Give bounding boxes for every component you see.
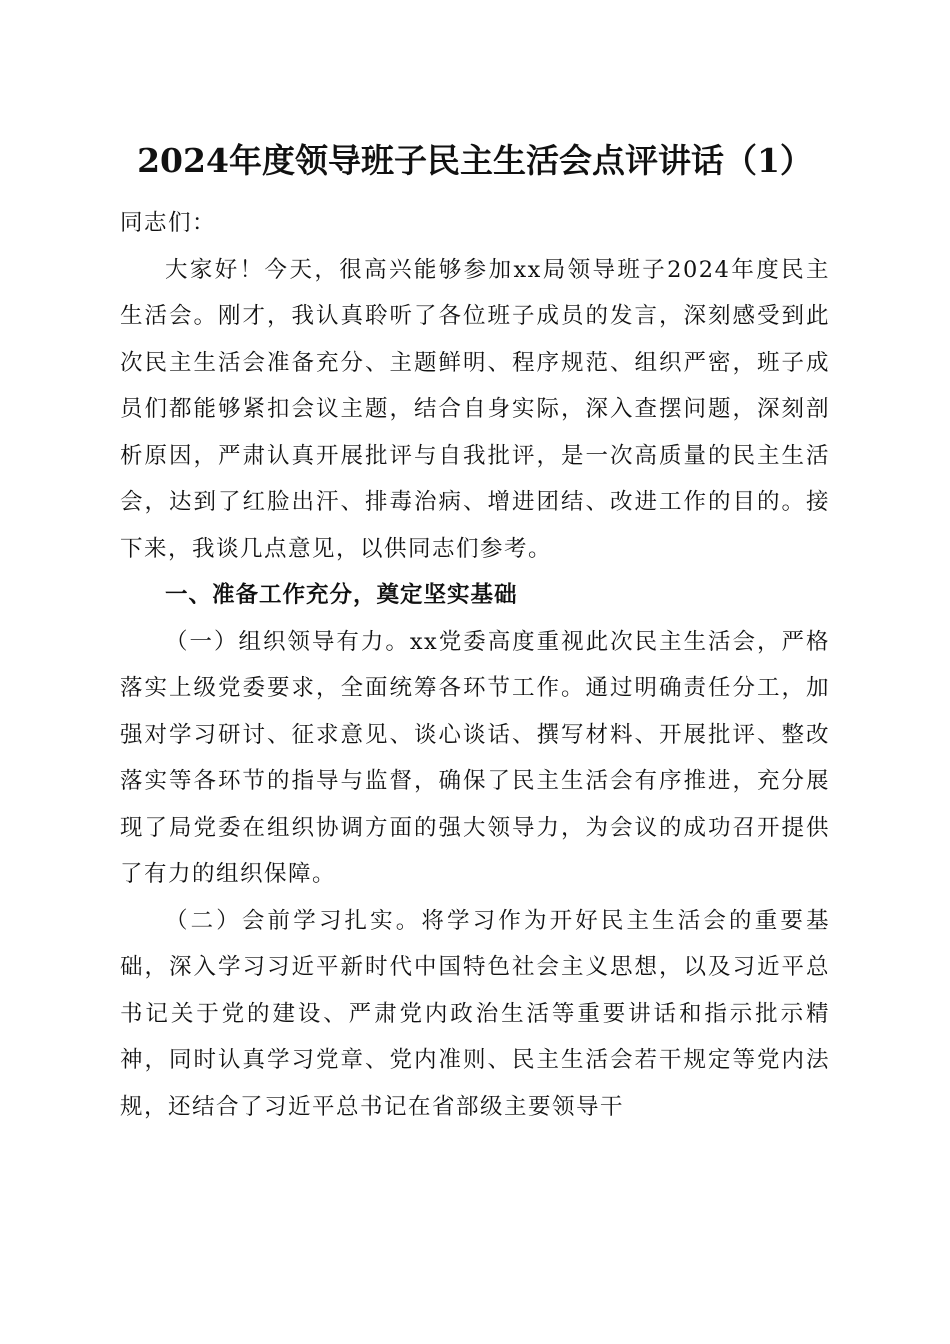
document-body (120, 200, 830, 1130)
subsection-text: 将学习作为开好民主生活会的重要基础，深入学习习近平新时代中国特色社会主义思想，以及习近平总书记关于党的建设、严肃党内政治生活等重要讲话和指示批示精神，同时认真学习党章、党内准则、民主生活会若干规定等党内法规，还结合了习近平总书记在省部级主要领导干 (120, 907, 830, 1120)
subsection-paragraph (120, 898, 830, 1131)
subsection-lead: （二）会前学习扎实。 (165, 907, 422, 934)
subsection-text: xx党委高度重视此次民主生活会，严格落实上级党委要求，全面统筹各环节工作。通过明确责任分工，加强对学习研讨、征求意见、谈心谈话、撰写材料、开展批评、整改落实等各环节的指导与监督，确保了民主生活会有序推进，充分展现了局党委在组织协调方面的强大领导力，为会议的成功召开提供了有力的组织保障。 (120, 628, 830, 887)
subsection-lead: （一）组织领导有力。 (165, 628, 410, 655)
document-title: 2024年度领导班子民主生活会点评讲话（1） (137, 141, 813, 180)
section-heading: 一、准备工作充分，奠定坚实基础 (165, 582, 518, 608)
salutation: 同志们： (120, 210, 217, 236)
subsection-paragraph (120, 619, 830, 898)
intro-paragraph: 大家好！今天，很高兴能够参加xx局领导班子2024年度民主生活会。刚才，我认真聆听了各位班子成员的发言，深刻感受到此次民主生活会准备充分、主题鲜明、程序规范、组织严密，班子成员们都能够紧扣会议主题，结合自身实际，深入查摆问题，深刻剖析原因，严肃认真开展批评与自我批评，是一次高质量的民主生活会，达到了红脸出汗、排毒治病、增进团结、改进工作的目的。接下来，我谈几点意见，以供同志们参考。 (120, 256, 830, 562)
